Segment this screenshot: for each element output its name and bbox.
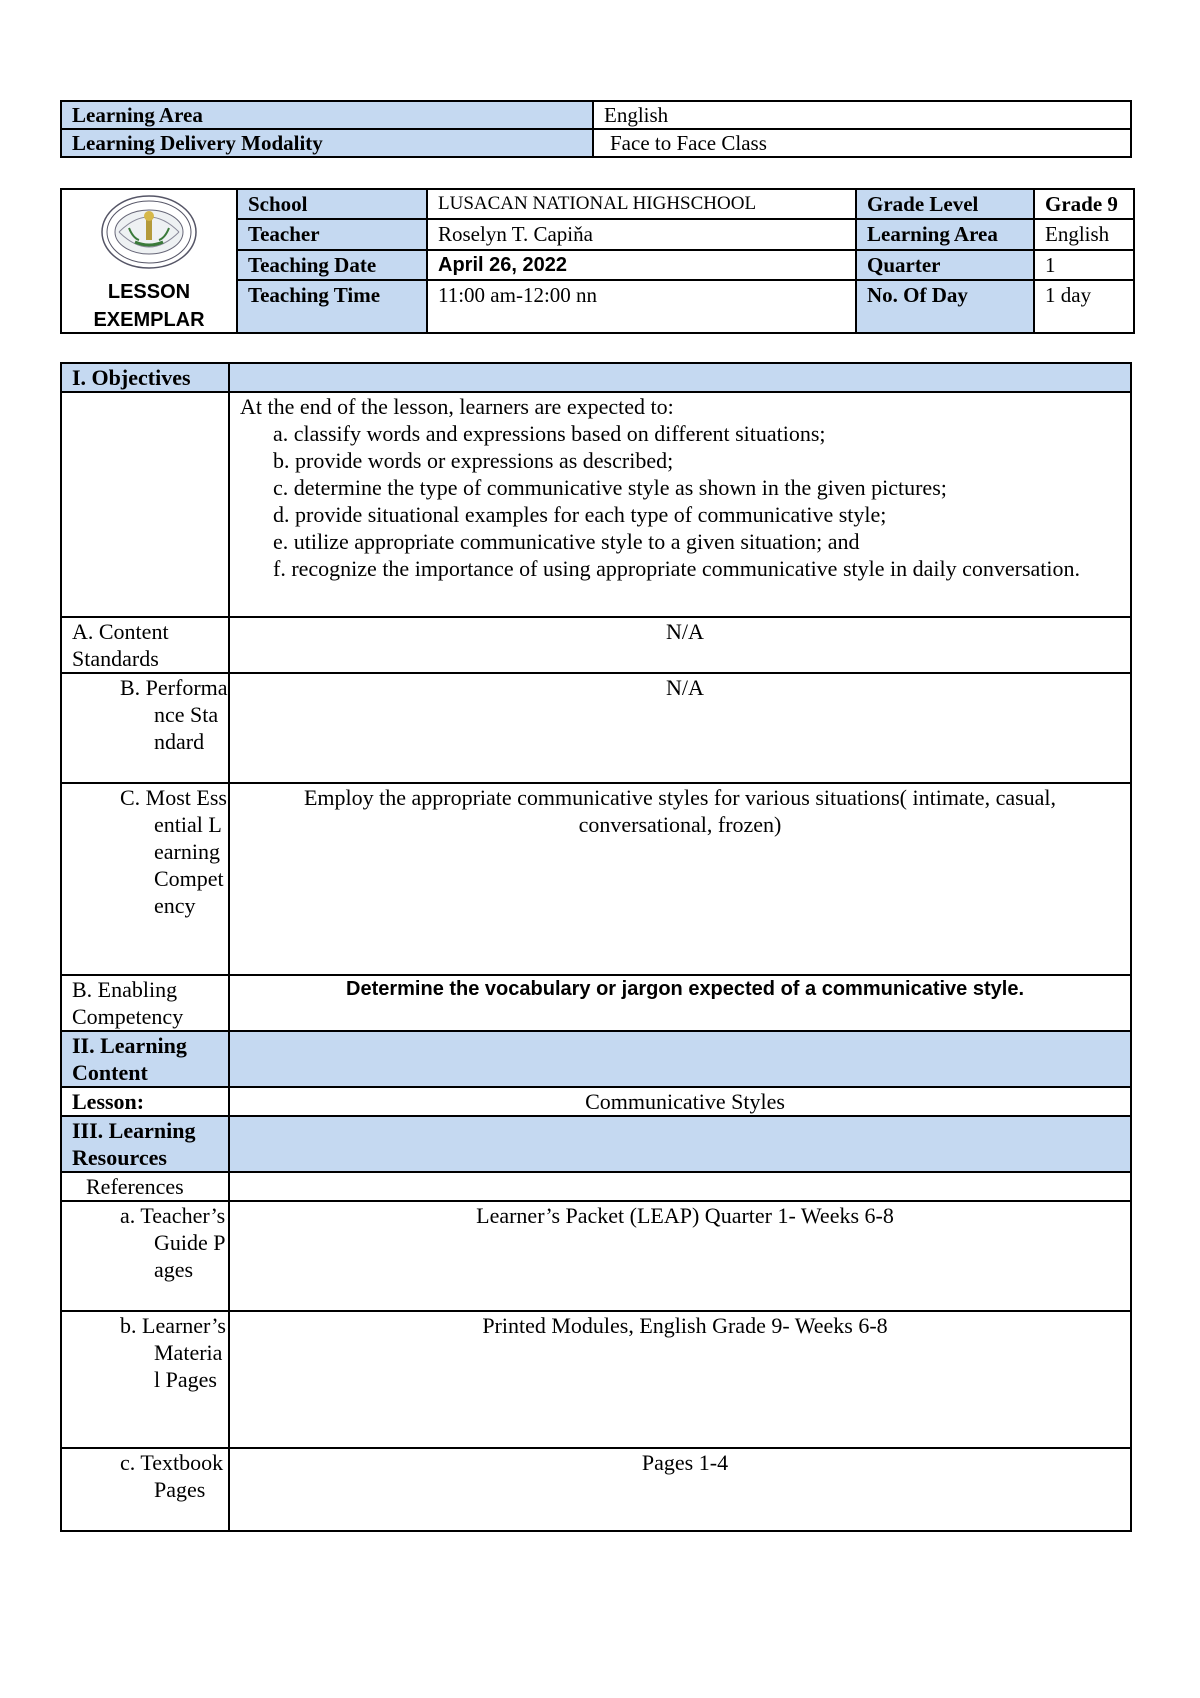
teacher-value: Roselyn T. Capiňa: [427, 219, 856, 249]
objectives-header-blank: [229, 363, 1131, 392]
learners-material-value: Printed Modules, English Grade 9- Weeks 6-8: [229, 1311, 1131, 1448]
modality-value: Face to Face Class: [593, 129, 1131, 157]
content-standards-value: N/A: [229, 617, 1131, 673]
grade-level-label: Grade Level: [856, 189, 1034, 219]
performance-standard-value: N/A: [229, 673, 1131, 783]
teacher-label: Teacher: [237, 219, 427, 249]
enabling-competency-label: B. Enabling Competency: [61, 975, 229, 1031]
objectives-label: I. Objectives: [61, 363, 229, 392]
objective-f: f. recognize the importance of using appropriate communicative style in daily conversation.: [273, 556, 1081, 581]
objectives-row: [61, 392, 1131, 617]
melc-text: C. Most Essential Learning Competency: [120, 785, 227, 918]
lesson-value: Communicative Styles: [229, 1087, 1131, 1116]
textbook-text: c. Textbook Pages: [120, 1450, 224, 1502]
learning-content-label: II. Learning Content: [61, 1031, 229, 1087]
performance-standard-label: [61, 673, 229, 783]
content-standards-label: A. Content Standards: [61, 617, 229, 673]
textbook-row: [61, 1448, 1131, 1531]
learning-resources-blank: [229, 1116, 1131, 1172]
lesson-row: [61, 1087, 1131, 1116]
objectives-intro: At the end of the lesson, learners are expected to:: [240, 394, 674, 419]
school-label: School: [237, 189, 427, 219]
header-learning-area-label: Learning Area: [856, 219, 1034, 249]
lesson-plan-table: [60, 362, 1132, 1532]
teaching-date-label: Teaching Date: [237, 250, 427, 280]
logo-cell: [61, 189, 237, 333]
learning-area-value: English: [593, 101, 1131, 129]
learners-material-label: [61, 1311, 229, 1448]
teachers-guide-label: [61, 1201, 229, 1311]
lesson-exemplar-label: LESSON EXEMPLAR: [93, 281, 205, 331]
textbook-value: Pages 1-4: [229, 1448, 1131, 1531]
teachers-guide-text: a. Teacher’s Guide Pages: [120, 1203, 226, 1282]
melc-label: [61, 783, 229, 975]
lesson-label: Lesson:: [61, 1087, 229, 1116]
teaching-time-label: Teaching Time: [237, 280, 427, 333]
content-standards-row: [61, 617, 1131, 673]
objective-d: d. provide situational examples for each type of communicative style;: [273, 502, 887, 527]
enabling-competency-row: [61, 975, 1131, 1031]
performance-standard-row: [61, 673, 1131, 783]
learners-material-row: [61, 1311, 1131, 1448]
learning-area-label: Learning Area: [61, 101, 593, 129]
melc-value: Employ the appropriate communicative styles for various situations( intimate, casual, conversational, frozen): [229, 783, 1131, 975]
school-row: [61, 189, 1134, 219]
enabling-competency-value: Determine the vocabulary or jargon expected of a communicative style.: [229, 975, 1131, 1031]
teaching-date-value: April 26, 2022: [427, 250, 856, 280]
no-of-day-label: No. Of Day: [856, 280, 1034, 333]
objective-c: c. determine the type of communicative style as shown in the given pictures;: [273, 475, 947, 500]
performance-standard-text: B. Performance Standard: [120, 675, 228, 754]
objectives-blank: [61, 392, 229, 617]
lesson-header-table: [60, 188, 1135, 334]
modality-row: [61, 129, 1131, 157]
header-learning-area-value: English: [1034, 219, 1134, 249]
references-label: References: [61, 1172, 229, 1201]
learning-resources-header-row: [61, 1116, 1131, 1172]
learning-content-header-row: [61, 1031, 1131, 1087]
quarter-value: 1: [1034, 250, 1134, 280]
learners-material-text: b. Learner’s Material Pages: [120, 1313, 226, 1392]
objectives-list: [240, 420, 1130, 582]
references-blank: [229, 1172, 1131, 1201]
no-of-day-value: 1 day: [1034, 280, 1134, 333]
objectives-header-row: [61, 363, 1131, 392]
melc-row: [61, 783, 1131, 975]
learning-area-table: [60, 100, 1132, 158]
teaching-time-value: 11:00 am-12:00 nn: [427, 280, 856, 333]
textbook-label: [61, 1448, 229, 1531]
objective-b: b. provide words or expressions as described;: [273, 448, 674, 473]
school-seal-icon: [99, 192, 199, 272]
references-row: [61, 1172, 1131, 1201]
objectives-content: [229, 392, 1131, 617]
objective-e: e. utilize appropriate communicative style to a given situation; and: [273, 529, 860, 554]
school-value: LUSACAN NATIONAL HIGHSCHOOL: [427, 189, 856, 219]
modality-label: Learning Delivery Modality: [61, 129, 593, 157]
quarter-label: Quarter: [856, 250, 1034, 280]
teachers-guide-value: Learner’s Packet (LEAP) Quarter 1- Weeks 6-8: [229, 1201, 1131, 1311]
teachers-guide-row: [61, 1201, 1131, 1311]
learning-area-row: [61, 101, 1131, 129]
objective-a: a. classify words and expressions based on different situations;: [273, 421, 826, 446]
grade-level-value: Grade 9: [1034, 189, 1134, 219]
learning-content-blank: [229, 1031, 1131, 1087]
learning-resources-label: III. Learning Resources: [61, 1116, 229, 1172]
